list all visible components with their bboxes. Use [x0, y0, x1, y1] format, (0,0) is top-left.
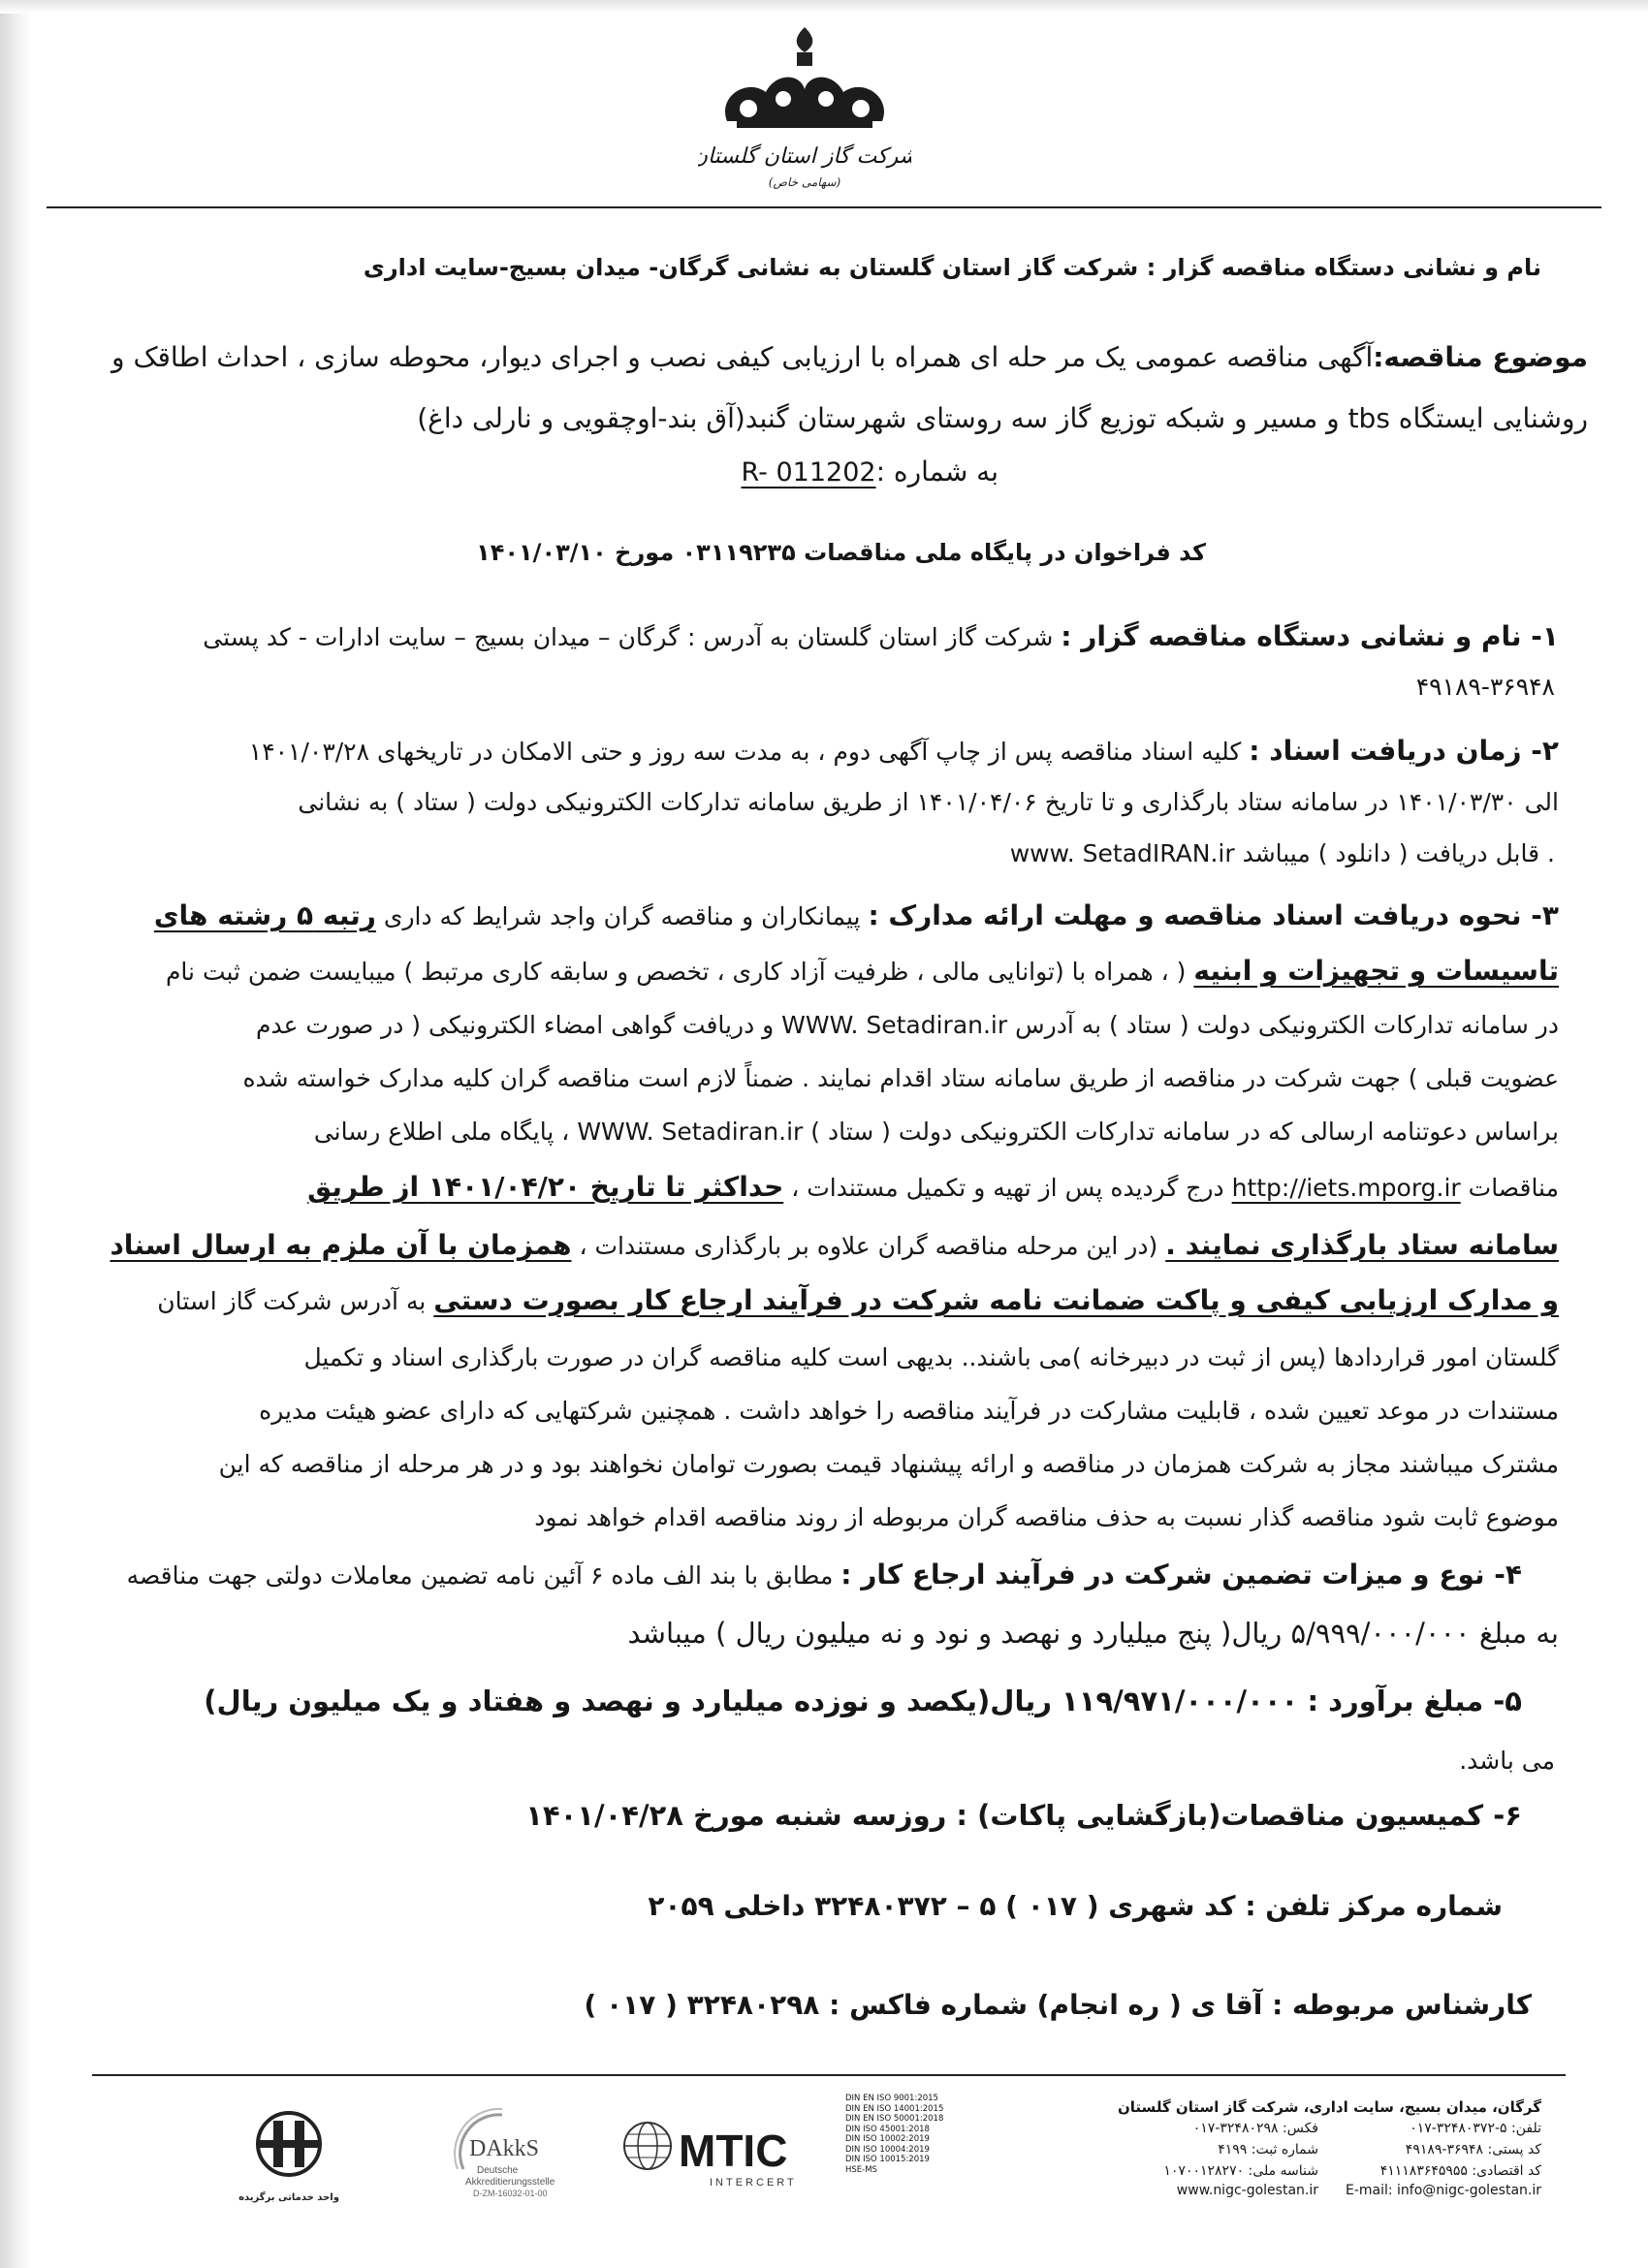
fax-line: شماره فاکس : ۳۲۴۸۰۲۹۸ ( ۰۱۷ ) [584, 1989, 1028, 2021]
item3-line7-mid: (در این مرحله مناقصه گران علاوه بر بارگذاری مستندات ، [579, 1232, 1158, 1260]
subject-line1 [111, 341, 1588, 373]
footer-address: گرگان، میدان بسیج، سایت اداری، شرکت گاز استان گلستان [1118, 2098, 1541, 2116]
selected-unit-logo [231, 2103, 347, 2210]
item3-line1 [154, 899, 1559, 931]
iso-item: DIN EN ISO 9001:2015 [845, 2094, 938, 2103]
item3-line8 [157, 1284, 1559, 1316]
item3-submit-required: همزمان با آن ملزم به ارسال اسناد [110, 1229, 572, 1261]
logo-company: شرکت گاز استان گلستان [698, 144, 911, 169]
unit-label: واحد خدماتی برگزیده [238, 2192, 339, 2203]
item3-line6-mid: درج گردیده پس از تهیه و تکمیل مستندات ، [791, 1174, 1224, 1202]
item3-title: ۳- نحوه دریافت اسناد مناقصه و مهلت ارائه مدارک : [868, 899, 1559, 931]
item3-line6 [307, 1171, 1559, 1203]
footer-phone: تلفن: ۵-۳۲۴۸۰۳۷۲-۰۱۷ [1410, 2121, 1541, 2136]
footer-email[interactable]: E-mail: info@nigc-golestan.ir [1345, 2183, 1541, 2198]
item3-line8-rest: به آدرس شرکت گاز استان [157, 1287, 427, 1315]
item2-line3: www. SetadIRAN.ir قابل دریافت ( دانلود ) میباشد . [1009, 839, 1555, 867]
emblem-icon [231, 2103, 347, 2210]
iets-link[interactable]: http://iets.mporg.ir [1231, 1174, 1461, 1202]
logo-subtitle: (سهامی خاص) [768, 175, 841, 189]
item5-line1 [204, 1685, 1522, 1717]
gas-flame-crown-logo-icon [698, 19, 911, 208]
footer-econ: کد اقتصادی: ۴۱۱۱۸۳۶۴۵۹۵۵ [1379, 2163, 1541, 2179]
scan-shadow-top [0, 0, 1648, 14]
subject-line2: روشنایی ایستگاه tbs و مسیر و شبکه توزیع گاز سه روستای شهرستان گنبد(آق بند-اوچقویی و نارلی داغ) [417, 402, 1588, 434]
iso-item: DIN EN ISO 50001:2018 [845, 2114, 944, 2124]
dakks-text: DAkkS [469, 2136, 540, 2161]
call-code: کد فراخوان در پایگاه ملی مناقصات ۰۳۱۱۹۲۳۵ مورخ ۱۴۰۱/۰۳/۱۰ [476, 539, 1206, 566]
item3-text1: پیمانکاران و مناقصه گران واجد شرایط که داری [383, 902, 861, 930]
footer-postal: کد پستی: ۳۶۹۴۸-۴۹۱۸۹ [1405, 2142, 1541, 2158]
company-logo [698, 19, 911, 208]
mtic-intercert-logo [620, 2113, 841, 2190]
item4-line1 [127, 1559, 1522, 1591]
footer-fax: فکس: ۳۲۴۸۰۲۹۸-۰۱۷ [1192, 2121, 1318, 2136]
item5-line2: می باشد. [1459, 1747, 1555, 1775]
item1-title: ۱- نام و نشانی دستگاه مناقصه گزار : [1061, 620, 1559, 652]
item3-line10: مستندات در موعد تعیین شده ، قابلیت مشارکت در فرآیند مناقصه را خواهد داشت . همچنین شرکتهایی که دارای عضو هیئت مدیره [259, 1397, 1559, 1425]
item5-text: ۱۱۹/۹۷۱/۰۰۰/۰۰۰ ریال(یکصد و نوزده میلیارد و نهصد و هفتاد و یک میلیون ریال) [204, 1685, 1299, 1717]
dakks-logo [444, 2101, 599, 2198]
scan-shadow-left [0, 0, 33, 2268]
subject-number-label: به شماره : [875, 456, 998, 488]
item1-postal: ۴۹۱۸۹-۳۶۹۴۸ [1415, 673, 1555, 701]
item6-line [525, 1799, 1522, 1832]
item4-title: ۴- نوع و میزات تضمین شرکت در فرآیند ارجاع کار : [840, 1559, 1522, 1591]
footer-national: شناسه ملی: ۱۰۷۰۰۱۲۸۲۷۰ [1163, 2163, 1318, 2179]
iso-list [845, 2094, 962, 2175]
item6-title: ۶- کمیسیون مناقصات(بازگشایی پاکات) : [956, 1799, 1522, 1832]
item3-line9: گلستان امور قراردادها (پس از ثبت در دبیرخانه )می باشند.. بدیهی است کلیه مناقصه گران در صورت بارگذاری اسناد و تکمیل [303, 1343, 1559, 1371]
subject-text1: آگهی مناقصه عمومی یک مر حله ای همراه با ارزیابی کیفی نصب و اجرای دیوار، محوطه سازی ، احداث اطاقک و [111, 341, 1374, 373]
iso-item: DIN ISO 10015:2019 [845, 2155, 930, 2164]
footer-web[interactable]: www.nigc-golestan.ir [1176, 2183, 1318, 2198]
iso-item: HSE-MS [845, 2164, 877, 2175]
item3-line5: براساس دعوتنامه ارسالی که در سامانه تدارکات الکترونیکی دولت ( ستاد ) WWW. Setadiran.ir ، پایگاه ملی اطلاع رسانی [313, 1118, 1559, 1146]
item6-text: روزسه شنبه مورخ ۱۴۰۱/۰۴/۲۸ [525, 1799, 947, 1832]
item3-line6-pre: مناقصات [1468, 1174, 1559, 1202]
subject-number: R- 011202 [741, 457, 876, 488]
footer-reg: شماره ثبت: ۴۱۹۹ [1218, 2142, 1318, 2158]
dakks-code: D-ZM-16032-01-00 [473, 2189, 548, 2198]
item1-text: شرکت گاز استان گلستان به آدرس : گرگان – میدان بسیج – سایت ادارات - کد پستی [203, 623, 1054, 651]
item3-grade: رتبه ۵ رشته های [153, 899, 376, 931]
globe-icon [620, 2113, 841, 2190]
dakks-sub2: Akkreditierungsstelle [465, 2177, 555, 2188]
item3-fields: تاسیسات و تجهیزات و ابنیه [1193, 955, 1559, 987]
footer [0, 2074, 1648, 2268]
dakks-sub1: Deutsche [477, 2165, 519, 2176]
subject-label: موضوع مناقصه: [1373, 341, 1588, 373]
item3-deadline: حداکثر تا تاریخ ۱۴۰۱/۰۴/۲۰ از طریق [307, 1171, 784, 1203]
item3-line7 [110, 1229, 1559, 1261]
subject-number-line [742, 456, 998, 488]
expert-line: کارشناس مربوطه : آقا ی ( ره انجام) [1036, 1989, 1532, 2021]
item2-line1 [249, 735, 1559, 767]
item3-line3: در سامانه تدارکات الکترونیکی دولت ( ستاد ) به آدرس WWW. Setadiran.ir و دریافت گواهی امضاء الکترونیکی ( در صورت عدم [255, 1011, 1559, 1039]
header-divider [47, 206, 1601, 208]
item5-title: ۵- مبلغ برآورد : [1307, 1685, 1522, 1717]
iso-item: DIN EN ISO 14001:2015 [845, 2103, 944, 2114]
item1-line1 [203, 620, 1559, 652]
header-address: نام و نشانی دستگاه مناقصه گزار : شرکت گاز استان گلستان به نشانی گرگان- میدان بسیج-سایت اداری [363, 254, 1541, 281]
dakks-arc-icon [444, 2101, 599, 2198]
iso-item: DIN ISO 10004:2019 [845, 2144, 930, 2155]
iso-item: DIN ISO 10002:2019 [845, 2134, 930, 2144]
intercert-text: INTERCERT [710, 2177, 797, 2189]
item2-title: ۲- زمان دریافت اسناد : [1249, 735, 1559, 767]
item3-line2-rest: ( ، همراه با (توانایی مالی ، ظرفیت آزاد کاری ، تخصص و سابقه کاری مرتبط ) میبایست ضمن ثبت نام [165, 958, 1187, 986]
item3-line4: عضویت قبلی ) جهت شرکت در مناقصه از طریق سامانه ستاد اقدام نمایند . ضمناً لازم است مناقصه گران کلیه مدارک خواسته شده [242, 1064, 1559, 1092]
item2-line2: الی ۱۴۰۱/۰۳/۳۰ در سامانه ستاد بارگذاری و تا تاریخ ۱۴۰۱/۰۴/۰۶ از طریق سامانه تدارکات الکترونیکی دولت ( ستاد ) به نشانی [298, 788, 1559, 816]
item3-line11: مشترک میباشند مجاز به شرکت همزمان در مناقصه و ارائه پیشنهاد قیمت بصورت توامان نخواهند بود و در هر مرحله از مناقصه که این [218, 1450, 1559, 1478]
item4-amount: به مبلغ ۵/۹۹۹/۰۰۰/۰۰۰ ریال( پنج میلیارد و نهصد و نود و نه میلیون ریال ) میباشد [627, 1617, 1559, 1650]
item4-text: مطابق با بند الف ماده ۶ آئین نامه تضمین معاملات دولتی جهت مناقصه [126, 1561, 834, 1590]
item3-line2 [166, 955, 1559, 987]
item3-line12: موضوع ثابت شود مناقصه گذار نسبت به حذف مناقصه گران مربوطه از روند مناقصه اقدام خواهد نمود [534, 1503, 1559, 1531]
phone-line: شماره مرکز تلفن : کد شهری ( ۰۱۷ ) ۵ – ۳۲۴۸۰۳۷۲ داخلی ۲۰۵۹ [648, 1890, 1503, 1922]
item3-manual-submit: و مدارک ارزیابی کیفی و پاکت ضمانت نامه شرکت در فرآیند ارجاع کار بصورت دستی [433, 1284, 1559, 1316]
mtic-text: MTIC [679, 2126, 788, 2176]
item2-text: کلیه اسناد مناقصه پس از چاپ آگهی دوم ، به مدت سه روز و حتی الامکان در تاریخهای ۱۴۰۱/۰۳/۲۸ [248, 738, 1242, 766]
iso-item: DIN ISO 45001:2018 [845, 2124, 930, 2134]
item3-upload: سامانه ستاد بارگذاری نمایند . [1165, 1229, 1559, 1261]
